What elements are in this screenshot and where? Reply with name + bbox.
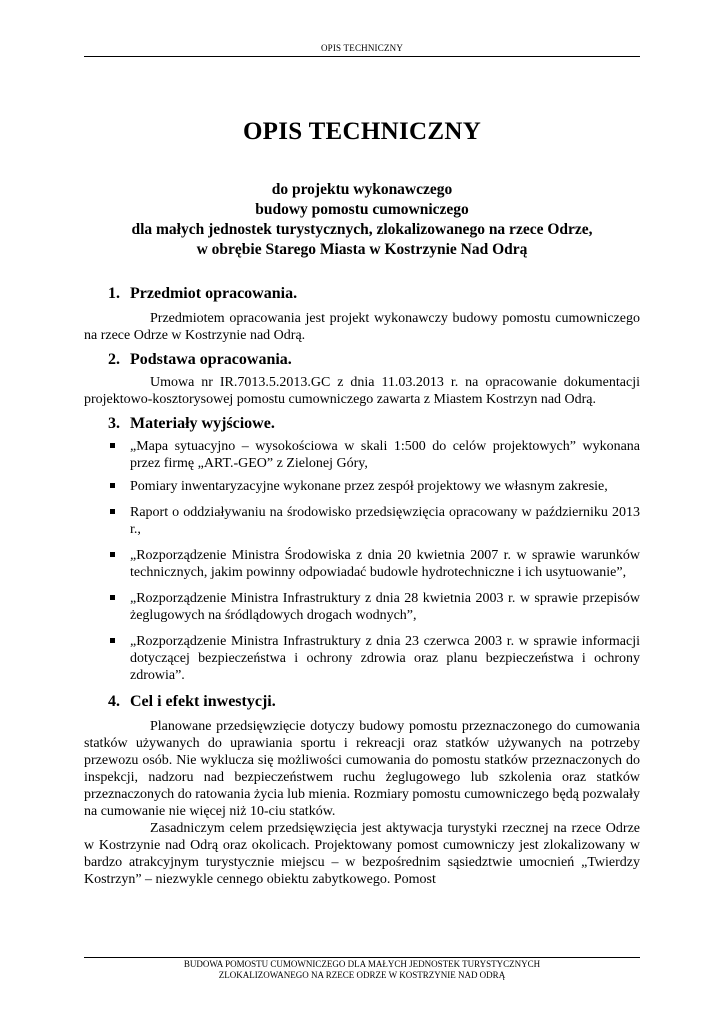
section-heading bbox=[84, 692, 640, 712]
list-item: „Rozporządzenie Ministra Środowiska z dnia 20 kwietnia 2007 r. w sprawie warunków technicznych, jakim powinny odpowiadać budowle hydrotechniczne i ich usytuowanie”, bbox=[84, 547, 640, 581]
footer-line: ZLOKALIZOWANEGO NA RZECE ODRZE W KOSTRZYNIE NAD ODRĄ bbox=[218, 970, 506, 980]
materials-list bbox=[84, 438, 640, 684]
document-title: OPIS TECHNICZNY bbox=[242, 118, 482, 145]
list-item: Pomiary inwentaryzacyjne wykonane przez zespół projektowy we własnym zakresie, bbox=[84, 478, 640, 495]
section-paragraph bbox=[84, 310, 640, 344]
section-title: Cel i efekt inwestycji. bbox=[130, 693, 276, 710]
subtitle-line: dla małych jednostek turystycznych, zlokalizowanego na rzece Odrze, bbox=[131, 221, 593, 238]
section-number: 2. bbox=[108, 351, 120, 368]
section-title: Materiały wyjściowe. bbox=[130, 415, 275, 432]
list-item: „Rozporządzenie Ministra Infrastruktury z dnia 28 kwietnia 2003 r. w sprawie przepisów żeglugowych na śródlądowych drogach wodnych”, bbox=[84, 590, 640, 624]
paragraph-text: Umowa nr IR.7013.5.2013.GC z dnia 11.03.2013 r. na opracowanie dokumentacji projektowo-kosztorysowej pomostu cumowniczego zawarta z Miastem Kostrzyn nad Odrą. bbox=[84, 375, 640, 407]
header-rule bbox=[84, 56, 640, 57]
bullet-icon bbox=[110, 638, 115, 643]
paragraph-text: Zasadniczym celem przedsięwzięcia jest aktywacja turystyki rzecznej na rzece Odrze w Kostrzynie nad Odrą oraz okolicach. Projektowany pomost cumowniczy jest zlokalizowany w bardzo atrakcyjnym turystycznie miejscu – w bezpośrednim sąsiedztwie umocnień „Twierdzy Kostrzyn” – niezwykle cennego obiektu zabytkowego. Pomost bbox=[84, 821, 640, 887]
subtitle-line: budowy pomostu cumowniczego bbox=[255, 201, 469, 218]
section-paragraph bbox=[84, 820, 640, 888]
running-footer bbox=[84, 959, 640, 981]
section-title: Podstawa opracowania. bbox=[130, 351, 292, 368]
bullet-icon bbox=[110, 483, 115, 488]
document-body bbox=[84, 284, 640, 888]
list-item: „Mapa sytuacyjno – wysokościowa w skali 1:500 do celów projektowych” wykonana przez firmę „ART.-GEO” z Zielonej Góry, bbox=[84, 438, 640, 472]
bullet-icon bbox=[110, 552, 115, 557]
bullet-icon bbox=[110, 509, 115, 514]
bullet-icon bbox=[110, 443, 115, 448]
running-header: OPIS TECHNICZNY bbox=[320, 43, 404, 53]
section-paragraph bbox=[84, 374, 640, 408]
section-heading bbox=[84, 284, 640, 304]
list-item: „Rozporządzenie Ministra Infrastruktury z dnia 23 czerwca 2003 r. w sprawie informacji dotyczącej bezpieczeństwa i ochrony zdrowia oraz planu bezpieczeństwa i ochrony zdrowia”. bbox=[84, 633, 640, 684]
list-item: Raport o oddziaływaniu na środowisko przedsięwzięcia opracowany w październiku 2013 r., bbox=[84, 504, 640, 538]
subtitle-line: w obrębie Starego Miasta w Kostrzynie Nad Odrą bbox=[196, 241, 528, 258]
section-paragraph bbox=[84, 718, 640, 820]
section-heading bbox=[84, 350, 640, 370]
section-number: 1. bbox=[108, 285, 120, 302]
section-heading bbox=[84, 414, 640, 434]
section-title: Przedmiot opracowania. bbox=[130, 285, 298, 302]
footer-rule bbox=[84, 957, 640, 958]
footer-line: BUDOWA POMOSTU CUMOWNICZEGO DLA MAŁYCH JEDNOSTEK TURYSTYCZNYCH bbox=[183, 959, 541, 969]
section-number: 3. bbox=[108, 415, 120, 432]
section-number: 4. bbox=[108, 693, 120, 710]
paragraph-text: Przedmiotem opracowania jest projekt wykonawczy budowy pomostu cumowniczego na rzece Odrze w Kostrzynie nad Odrą. bbox=[84, 311, 640, 343]
bullet-icon bbox=[110, 595, 115, 600]
document-subtitle bbox=[84, 180, 640, 260]
paragraph-text: Planowane przedsięwzięcie dotyczy budowy pomostu przeznaczonego do cumowania statków używanych do uprawiania sportu i rekreacji oraz statków używanych na potrzeby przewozu osób. Nie wyklucza się możliwości cumowania do pomostu statków przeznaczonych do inspekcji, nadzoru nad bezpieczeństwem ruchu żeglugowego lub szkolenia oraz statków przeznaczonych do ratowania życia lub mienia. Rozmiary pomostu cumowniczego będą pozwalały na cumowanie nie więcej niż 10-ciu statków. bbox=[84, 719, 640, 819]
subtitle-line: do projektu wykonawczego bbox=[271, 181, 453, 198]
